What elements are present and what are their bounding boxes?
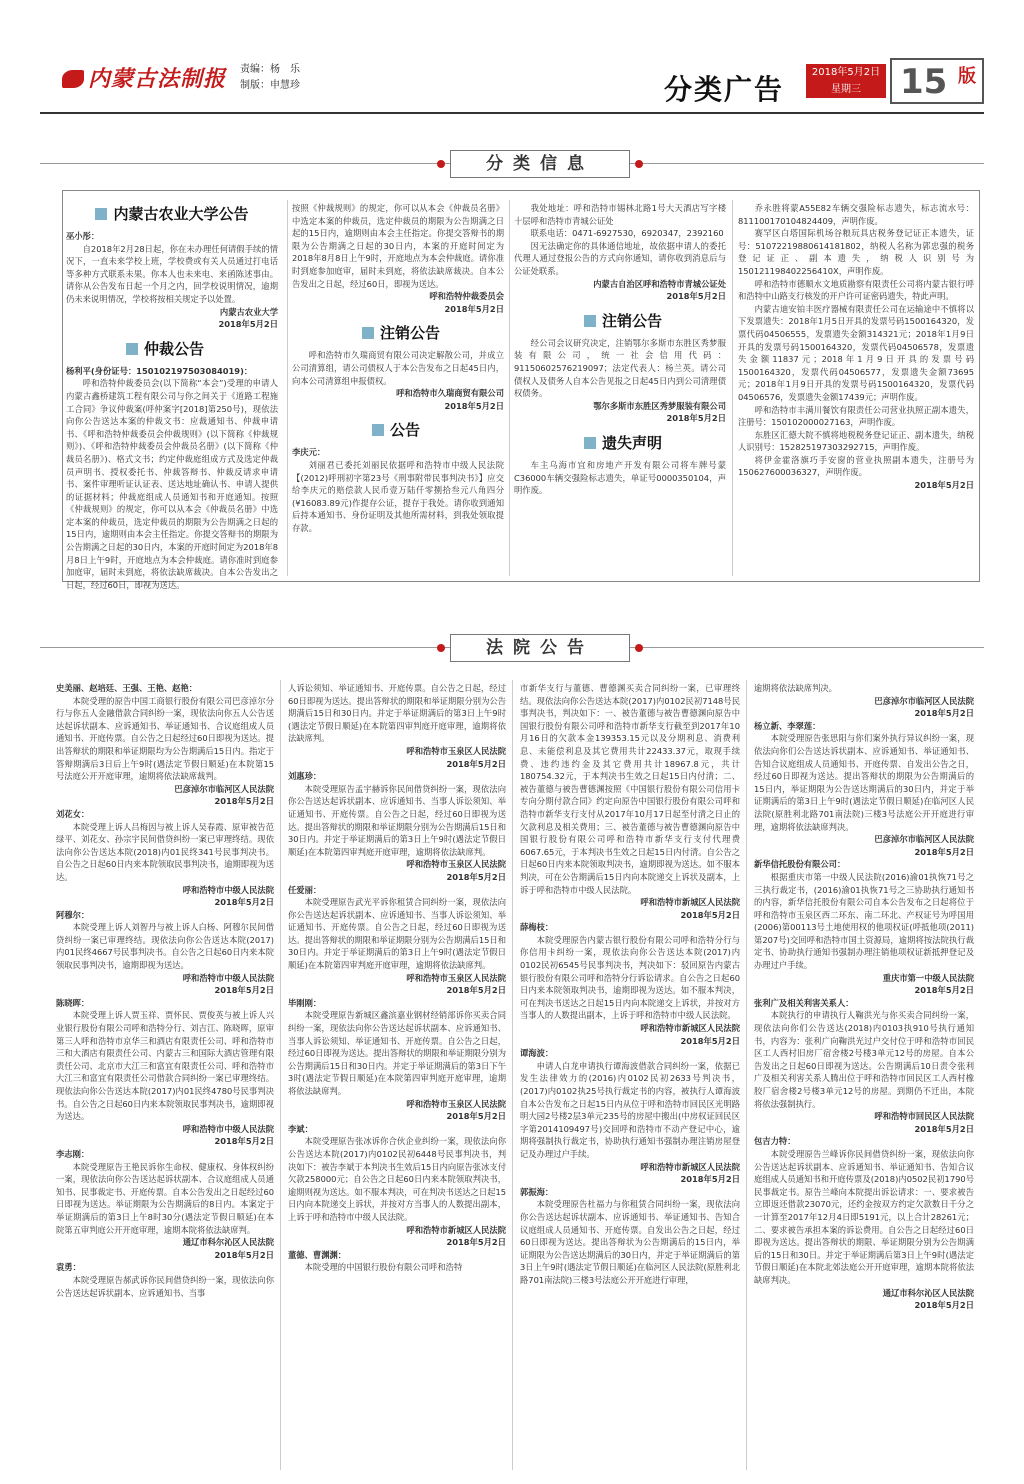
title-square-icon <box>584 437 596 449</box>
court-notice-date: 2018年5月2日 <box>214 1136 274 1147</box>
notice-date: 2018年5月2日 <box>666 413 726 424</box>
court-notice-date: 2018年5月2日 <box>446 871 506 882</box>
court-notice-date: 2018年5月2日 <box>680 909 740 920</box>
court-notice-body: 本院受理原告杜福力与你租赁合同纠纷一案，现依法向你公告送达起诉状副本、应诉通知书、举证通知书、告知合议庭组成人员通知书、开庭传票。自发出公告之日起，经过60日即视为送达。提出答辩状为公告期满后的15日内，举证期限为公告送达期满后的30日内，并定于举证期满后的第3日上午9时(遇法定节假日顺延)在临河区人民法院(原胜利北路701南法院)三楼3号法庭公开开庭进行审理， <box>520 1199 740 1285</box>
court-notice-signature: 呼和浩特市新城区人民法院 <box>406 1224 506 1235</box>
court-notice-signature: 巴彦淖尔市临河区人民法院 <box>874 695 974 706</box>
court-notice-signature: 巴彦淖尔市临河区人民法院 <box>174 783 274 794</box>
court-notice-signature: 呼和浩特市新城区人民法院 <box>640 1161 740 1172</box>
notice-title: 内蒙古农业大学公告 <box>66 202 278 226</box>
issue-date: 2018年5月2日 <box>811 67 881 78</box>
court-notice-body: 本院执行的申请执行人鞠洪光与你买卖合同纠纷一案，现依法向你们公告送达(2018)内0103执910号执行通知书，内容为：张利广向鞠洪光过户交付位于呼和浩特市回民区工人西村旧房厂宿舍楼2号楼3单元12号的房屋。自本公告发出之日起60日即视为送达。公告期满后10日责令张利广及相关利害关系人腾出位于呼和浩特市回民区工人西村橡胶厂宿舍楼2号楼3单元12号的房屋。到期仍不迁出，本院将依法强制执行。 <box>754 1010 974 1109</box>
court-notice-addressee: 刘花女： <box>56 808 90 819</box>
court-notice-date: 2018年5月2日 <box>680 1174 740 1185</box>
ads-column-2 <box>292 196 504 580</box>
notice-body: 呼和浩特仲裁委员会(以下简称“本会”)受理的申请人内蒙古鑫桥建筑工程有限公司与你之间关于《道路工程施工合同》争议仲裁案(呼仲案字[2018]第250号)，现依法向你公告送达本案的仲裁文书：应裁通知书、仲裁申请书、《呼和浩特仲裁委员会仲裁规则》(以下简称《仲裁规则》)、《呼和浩特仲裁委员会仲裁员名册》(以下简称《仲裁员名册》)、格式文书；约定仲裁庭组成方式及选定仲裁员声明书、授权委托书、仲裁答辩书、仲裁反请求申请书、案件审理听证认证表、送达地址确认书、申请人提供的证据材料；仲裁庭组成人员通知书和开庭通知。按照《仲裁规则》的规定，你可以从本会《仲裁员名册》中选定本案的仲裁员，选定仲裁员的期限为公告期满之日起的15日内，逾期则由本会主任指定。你提交答辩书的期限为公告期满之日起的30日内，本案的开庭时间定为2018年8月8日上午9时，开庭地点为本会仲裁庭。请你准时到庭参加庭审，届时未到庭，将依法缺席裁决。自本公告发出之日起，经过60日，即视为送达。 <box>66 378 278 590</box>
court-notice-signature: 通辽市科尔沁区人民法院 <box>882 1287 974 1298</box>
court-notice-signature: 呼和浩特市玉泉区人民法院 <box>406 745 506 756</box>
court-notice-addressee: 杨立新、李翠莲： <box>754 720 821 731</box>
court-notice-addressee: 史美丽、赵培廷、王强、王艳、赵艳： <box>56 683 198 693</box>
court-notice-signature: 呼和浩特市新城区人民法院 <box>640 1023 740 1034</box>
ads-section-heading: 分类信息 <box>450 150 630 178</box>
column-divider <box>280 680 281 1470</box>
court-notice-addressee: 毕刚刚： <box>288 997 322 1008</box>
page-suffix: 版 <box>958 66 976 87</box>
court-column-1 <box>56 682 274 1472</box>
header-rule <box>40 112 984 114</box>
court-notice-date: 2018年5月2日 <box>446 758 506 769</box>
title-square-icon <box>126 343 138 355</box>
notice-addressee: 李庆元： <box>292 447 326 458</box>
date-box <box>806 64 886 98</box>
court-notice-addressee: 谭海波： <box>520 1048 554 1059</box>
court-notice-body: 本院受理原告孟宇赫诉你民间借贷纠纷一案，现依法向你公告送达起诉状副本、应诉通知书、当事人诉讼须知、举证通知书、开庭传票。自公告之日起，经过60日即视为送达。提出答辩状的期限和举证期限分别为公告期满后15日和30日内。并定于举证期满后的第3日上午9时(遇法定节假日顺延)在本院第四审判庭开庭审理，逾期将依法缺席判。 <box>288 783 506 857</box>
court-notice-body: 人诉讼须知、举证通知书、开庭传票。自公告之日起，经过60日即视为送达。提出答辩状的期限和举证期限分别为公告期满后15日和30日内。并定于举证期满后的第3日上午9时(遇法定节假日顺延)在本院第四审判庭开庭审理，逾期将依法缺席判。 <box>288 683 506 744</box>
court-notice-date: 2018年5月2日 <box>446 1111 506 1122</box>
court-notice-body: 本院受理原告武光平诉你租赁合同纠纷一案，现依法向你公告送达起诉状副本、应诉通知书、当事人诉讼须知、举证通知书、开庭传票。自公告之日起，经过60日即视为送达。提出答辩状的期限和举证期限分别为公告期满后15日和30日内。并定于举证期满后的第3日上午9时(遇法定节假日顺延)在本院第四审判庭开庭审理，逾期将依法缺席判。 <box>288 897 506 971</box>
court-notice-signature: 呼和浩特市中级人民法院 <box>182 972 274 983</box>
notice-body: 刘丽君已委托刘丽民依据呼和浩特市中级人民法院【(2012)呼刑初字第23号《刑事附带民事判决书》】应交给李庆元的赔偿款人民币壹万陆仟零捌拾叁元八角四分(¥16083.89元)作提存公证，提存于我处。请你收到通知后持本通知书、身份证明及其他所需材料，到我处领取提存款。 <box>292 459 504 533</box>
court-notice-date: 2018年5月2日 <box>214 796 274 807</box>
court-notice-addressee: 薛梅枝： <box>520 922 554 933</box>
court-notice-body: 市新华支行与董德、曹德渊买卖合同纠纷一案，已审理终结。现依法向你公告送达本院(2017)内0102民初7148号民事判决书，判决如下：一、被告董德与被告曹德渊向原告中国银行股份有限公司呼和浩特市新华支行截至到2017年10月16日的欠款本金139353.15元以及分期利息、消费利息、未能偿利息及其它费用共计22433.37元，取现手续费、违约违约金及其它费用共计18967.8元，共计180754.32元，于本判决书生效之日起15日内付清；二、被告董德与被告曹德渊按照《中国银行股份有限公司信用卡专向分期付款合同》约定向原告中国银行股份有限公司呼和浩特市新华支行支付从2017年10月17日起至付清之日止的欠款利息及相关费用；三、被告董德与被告曹德渊向原告中国银行股份有限公司呼和浩特市新华支行支付代理费6067.65元，于本判决书生效之日起15日内付清。自公告之日起60日内来本院领取判决书，逾期即视为送达。如不服本判决，可在公告期满后15日内向本院递交上诉状及副本，上诉于呼和浩特市中级人民法院。 <box>520 683 740 895</box>
court-notice-body: 本院受理原告新城区鑫滨嘉业钢材经销部诉你买卖合同纠纷一案，现依法向你公告送达起诉状副本、应诉通知书、当事人诉讼须知、举证通知书、开庭传票。自公告之日起，经过60日即视为送达。提出答辩状的期限和举证期限分别为公告期满后15日和30日内。并定于举证期满后的第3日下午3时(遇法定节假日顺延)在本院第四审判庭开庭审理，逾期将依法缺席判。 <box>288 1010 506 1096</box>
court-notice-addressee: 阿穆尔： <box>56 909 90 920</box>
notice-address: 我处地址：呼和浩特市锡林北路1号大天酒店写字楼十层呼和浩特市青城公证处 <box>514 203 726 226</box>
column-divider <box>509 200 510 576</box>
page-number-box <box>890 58 984 104</box>
court-notice-signature: 巴彦淖尔市临河区人民法院 <box>874 834 974 845</box>
court-notice-date: 2018年5月2日 <box>914 846 974 857</box>
court-section-banner <box>40 630 984 666</box>
court-notice-date: 2018年5月2日 <box>214 985 274 996</box>
notice-phone: 联系电话：0471-6927530，6920347，2392160 <box>530 228 724 239</box>
column-divider <box>746 680 747 1470</box>
notice-addressee: 巫小彤： <box>66 231 100 241</box>
court-notice-body: 逾期将依法缺席判决。 <box>754 683 837 693</box>
column-divider <box>732 200 733 576</box>
court-notice-addressee: 郭振海： <box>520 1186 554 1197</box>
notice-title: 遗失声明 <box>514 431 726 455</box>
court-notice-date: 2018年5月2日 <box>914 708 974 719</box>
ads-column-3 <box>514 196 726 580</box>
court-notice-body: 申请人白龙申请执行谭海波借款合同纠纷一案，依据已发生法律效力的(2016)内0102民初2633号判决书，(2017)内0102执25号执行裁定书的内容，被执行人谭海波自本公告发布之日起15日内从位于呼和浩特市回民区光明路明大园2号楼2层3单元235号的房屋中搬出(中房权证回民区字第2014109497号)交回呼和浩特市不动产登记中心，逾期将强制执行裁定书，协助执行通知书强制办理注销房屋登记及办理过户手续。 <box>520 1060 740 1159</box>
court-notice-body: 本院受理原告王艳民诉你生命权、健康权、身体权纠纷一案，现依法向你公告送达起诉状副本、合议庭组成人员通知书、民事裁定书、开庭传票。自本公告发出之日起经过60日即视为送达。举证期限为公告期满后的8日内。本案定于举证期满后的第3日上午8时30分(遇法定节假日顺延)在本院第五审判庭公开开庭审理，逾期本院将依法缺席判。 <box>56 1161 274 1235</box>
newspaper-name: 内蒙古法制报 <box>88 66 227 92</box>
lost-notice: 将伊金霍洛旗巧手安窗的营业执照副本遗失，注册号为150627600036327，声明作废。 <box>738 454 974 478</box>
court-notice-body: 本院受理原告兰峰诉你民间借贷纠纷一案，现依法向你公告送达起诉状副本、应诉通知书、举证通知书、告知合议庭组成人员通知书和开庭传票及(2018)内0502民初1790号民事裁定书。原告兰峰向本院提出诉讼请求：一、要求被告立即返还借款23070元，还约金按双方约定欠款数日千分之一计算至2017年12月4日即5191元，以上合计28261元；二、要求被告承担本案的诉讼费用。自公告之日起经过60日即视为送达。提出答辩状的期限、举证期限分别为公告期满后的15日和30日。并定于举证期满后第3日上午9时(遇法定节假日顺延)在本院北郊法庭公开开庭审理，逾期本院将依法缺席判决。 <box>754 1148 974 1285</box>
lost-notice: 赛罕区白塔国际机场谷粮玩具店税务登记证正本遗失，证号：51072219880614181802，纳税人名称为郭忠强的税务登记证正、副本遗失，纳税人识别号为150121198402256410X，声明作废。 <box>738 228 974 276</box>
court-column-4 <box>754 682 974 1472</box>
notice-date: 2018年5月2日 <box>444 400 504 411</box>
newspaper-logo <box>62 62 226 93</box>
column-divider <box>512 680 513 1470</box>
notice-body: 因无法确定你的具体通信地址，故依据申请人的委托代理人通过登报公告的方式向你通知，请你收到消息后与公证处联系。 <box>514 240 726 276</box>
court-notice-body: 根据重庆市第一中级人民法院(2016)渝01执恢71号之三执行裁定书，(2016)渝01执恢71号之三协助执行通知书的内容，新华信托股份有限公司自本公告发布之日起将位于呼和浩特市玉泉区西二环东、南二环北、产权证号为呼国用(2006)第00113号土地使用权的他项权证(呼抵他项(2011)第207号)交回呼和浩特市国土资源局，逾期将按法院执行裁定书、协助执行通知书强制办理注销他项权证新抵押登记及办理过户手续。 <box>754 871 974 971</box>
court-notice-body: 本院受理上诉人刘智丹与被上诉人白杨、阿穆尔民间借贷纠纷一案已审理终结。现依法向你公告送达本院(2017)内01民终4667号民事判决书。自公告之日起60日内来本院领取民事判决书，逾期即视为送达。 <box>56 922 274 971</box>
ads-section-banner <box>40 146 984 182</box>
lost-notice: 呼和浩特市德顺水文地质勘察有限责任公司将内蒙古银行呼和浩特中山路支行核发的开户许可证密码遗失，特此声明。 <box>738 278 974 302</box>
court-notice-body: 本院受理的中国银行股份有限公司呼和浩特 <box>304 1262 463 1273</box>
court-notice-addressee: 李志刚： <box>56 1148 90 1159</box>
notice-title: 仲裁公告 <box>66 337 278 361</box>
court-notice-body: 本院受理的原告中国工商银行股份有限公司巴彦淖尔分行与你五人金融借款合同纠纷一案，现依法向你五人公告送达起诉状副本、应诉通知书、举证通知书、合议庭组成人员通知书、开庭传票。自公告之日起经过60日即视为送达。提出答辩状的期限和举证期限均为公告期满后15日内。指定于答辩期满后3日后上午9时(遇法定节假日顺延)在本院第15号法庭公开开庭审理，逾期将依法缺席裁判。 <box>56 695 274 782</box>
notice-body: 呼和浩特市久瑞商贸有限公司决定解散公司，并成立公司清算组，请公司债权人于本公告发布之日起45日内，向本公司清算组申报债权。 <box>292 350 504 386</box>
court-notice-body: 本院受理原告张思阳与你们案外执行异议纠纷一案，现依法向你们公告送达诉状副本、应诉通知书、举证通知书、告知合议庭组成人员通知书、开庭传票、自发出公告之日，经过60日即视为送达。提出答辩状的期限为公告期满后的15日内，举证期限为公告送达期满后的30日内，并定于举证期满后的第3日上午9时(遇法定节假日顺延)在临河区人民法院(原胜利北路701南法院)三楼3号法庭公开开庭进行审理，逾期将依法缺席判决。 <box>754 733 974 832</box>
court-notice-addressee: 新华信托股份有限公司： <box>754 859 846 870</box>
court-notice-date: 2018年5月2日 <box>914 1123 974 1134</box>
court-notice-signature: 呼和浩特市新城区人民法院 <box>640 897 740 908</box>
court-notice-addressee: 陈晓晖： <box>56 997 90 1008</box>
producer-line: 制版：申慧珍 <box>240 80 300 91</box>
notice-signature: 内蒙古自治区呼和浩特市青城公证处 <box>593 278 726 289</box>
notice-signature: 呼和浩特仲裁委员会 <box>429 291 504 302</box>
court-notice-date: 2018年5月2日 <box>914 1300 974 1311</box>
court-column-2 <box>288 682 506 1472</box>
court-notice-date: 2018年5月2日 <box>214 1249 274 1260</box>
court-notice-addressee: 张利广及相关利害关系人： <box>754 997 854 1008</box>
notice-date: 2018年5月2日 <box>914 480 974 491</box>
court-notice-body: 本院受理原告郝武诉你民间借贷纠纷一案，现依法向你公告送达起诉状副本、应诉通知书、当事 <box>56 1274 274 1298</box>
court-notice-signature: 呼和浩特市玉泉区人民法院 <box>406 859 506 870</box>
court-notice-addressee: 刘惠珍： <box>288 771 322 782</box>
notice-addressee: 杨利平(身份证号：150102197503084019)： <box>66 365 253 376</box>
court-notice-date: 2018年5月2日 <box>680 1035 740 1046</box>
notice-title: 注销公告 <box>292 321 504 345</box>
ads-column-1 <box>66 196 278 590</box>
court-notice-signature: 通辽市科尔沁区人民法院 <box>182 1237 274 1248</box>
issue-weekday: 星期三 <box>831 84 861 95</box>
lost-notice: 乔永胜将蒙A55E82车辆交强险标志遗失，标志流水号：811100170104824409，声明作废。 <box>738 203 974 226</box>
court-notice-body: 本院受理原告内蒙古银行股份有限公司呼和浩特分行与你信用卡纠纷一案，现依法向你公告送达本院(2017)内0102民初6545号民事判决书，判决如下：驳回原告内蒙古银行股份有限公司呼和浩特分行诉讼请求。自公告之日起60日内来本院领取判决书，逾期即视为送达。如不服本判决，可在判决书送达之日起15日内向本院递交上诉状，并按对方当事人的人数提出副本，上诉于呼和浩特市中级人民法院。 <box>520 934 740 1021</box>
notice-body: 自2018年2月28日起，你在未办理任何请假手续的情况下，一直未来学校上班，学校费或有关人员通过打电话等多种方式联系未果。你本人也未来电、来函陈述事由。请你从公告发布日起一个月之内，回学校说明情况，逾期仍未来说明情况，学校将按相关规定予以处置。 <box>66 243 278 304</box>
court-notice-date: 2018年5月2日 <box>914 985 974 996</box>
court-notice-body: 本院受理上诉人吕梅因与被上诉人吴春霞、原审被告范绿平、刘花女、孙宗宇民间借贷纠纷一案已审理终结。现依法向你公告送达本院(2018)内01民终341号民事判决书。自公告之日起60日内来本院领取民事判决书，逾期即视为送达。 <box>56 821 274 882</box>
title-square-icon <box>95 208 107 220</box>
lost-notice: 内蒙古迪安铂丰医疗器械有限责任公司在运输途中不慎将以下发票遗失：2018年1月5日开具的发票号码1500164320，发票代码04506555，发票遗失金额314321元；2018年1月9日开具的发票号码1500164320，发票代码04506578，发票遗失金额11837元；2018年1月9日开具的发票号码1500164320，发票代码04506577，发票遗失金额73695元；2018年1月9日开具的发票号码1500164320，发票代码04506576，发票遗失金额17439元；声明作废。 <box>738 303 974 402</box>
court-notice-date: 2018年5月2日 <box>446 1237 506 1248</box>
court-notice-addressee: 袁勇： <box>56 1262 81 1273</box>
lost-notice: 东胜区汇德大院不慎将地税税务登记证正、副本遗失，纳税人识别号：152825197303292715，声明作废。 <box>738 429 974 453</box>
court-notice-addressee: 包吉力特： <box>754 1136 796 1147</box>
notice-date: 2018年5月2日 <box>444 303 504 314</box>
court-notice-date: 2018年5月2日 <box>214 897 274 908</box>
title-square-icon <box>372 424 384 436</box>
court-column-3 <box>520 682 740 1472</box>
notice-signature: 内蒙古农业大学 <box>219 306 278 317</box>
notice-body-continued: 按照《仲裁规则》的规定，你可以从本会《仲裁员名册》中选定本案的仲裁员，选定仲裁员的期限为公告期满之日起的15日内，逾期则由本会主任指定。你提交答辩书的期限为公告期满之日起的30日内，本案的开庭时间定为2018年8月8日上午9时，开庭地点为本会仲裁庭。请你准时到庭参加庭审，届时未到庭，将依法缺席裁决。自本公告发出之日起，经过60日，即视为送达。 <box>292 203 504 289</box>
lost-notice: 呼和浩特市丰满川餐饮有限责任公司营业执照正副本遗失，注册号：150102000027163，声明作废。 <box>738 404 974 428</box>
page-header <box>40 56 984 110</box>
notice-body: 车主乌海市宜和房地产开发有限公司将车牌号蒙C36000车辆交强险标志遗失，单证号0000350104，声明作废。 <box>514 459 726 496</box>
court-section-heading: 法院公告 <box>450 634 630 662</box>
section-title: 分类广告 <box>664 73 785 106</box>
court-notice-signature: 呼和浩特市中级人民法院 <box>182 884 274 895</box>
editor-credits <box>240 62 300 94</box>
court-notice-signature: 呼和浩特市玉泉区人民法院 <box>406 972 506 983</box>
court-notice-date: 2018年5月2日 <box>446 985 506 996</box>
notice-title: 公告 <box>292 418 504 442</box>
court-notice-addressee: 李斌： <box>288 1123 313 1134</box>
editor-line: 责编：杨 乐 <box>240 64 300 75</box>
notice-date: 2018年5月2日 <box>218 319 278 330</box>
court-notice-body: 本院受理原告张冰诉你合伙企业纠纷一案，现依法向你公告送达本院(2017)内0102民初6448号民事判决书，判决如下：被告李斌于本判决书生效后15日内向原告张冰支付欠款258000元；自公告之日起60日内来本院领取判决书，逾期则视为送达。如不服本判决，可在判决书送达之日起15日内向本院递交上诉状，并按对方当事人的人数提出副本，上诉于呼和浩特市中级人民法院。 <box>288 1136 506 1222</box>
court-notice-body: 本院受理上诉人贾玉祥、贾怀民、贾俊英与被上诉人兴业银行股份有限公司呼和浩特分行、刘吉江、陈晓晖，原审第三人呼和浩特市京华三和酒店有限责任公司、呼和浩特市三和大酒店有限责任公司、内蒙古三和国际大酒店管理有限责任公司、北京市大江三和富宜有限责任公司、呼和浩特市大江三和富宜有限责任公司借款合同纠纷一案已审理终结。现依法向你公告送达本院(2017)内01民终4780号民事判决书。自公告之日起60日内来本院领取民事判决书，逾期即视为送达。 <box>56 1010 274 1122</box>
page-number: 15 <box>900 62 948 102</box>
court-notice-signature: 呼和浩特市中级人民法院 <box>182 1123 274 1134</box>
title-square-icon <box>362 327 374 339</box>
title-square-icon <box>584 315 596 327</box>
notice-title: 注销公告 <box>514 309 726 333</box>
notice-date: 2018年5月2日 <box>666 291 726 302</box>
column-divider <box>287 200 288 576</box>
logo-icon <box>62 70 84 88</box>
court-notice-signature: 重庆市第一中级人民法院 <box>882 972 974 983</box>
notice-signature: 鄂尔多斯市东胜区秀梦服装有限公司 <box>593 400 726 411</box>
notice-signature: 呼和浩特市久瑞商贸有限公司 <box>396 388 504 399</box>
court-notice-addressee: 董德、曹渊渊： <box>288 1249 347 1260</box>
notice-body: 经公司会议研究决定，注销鄂尔多斯市东胜区秀梦服装有限公司，统一社会信用代码：91150602576219097；法定代表人：杨兰英。请公司债权人及债务人自本公告见报之日起45日内到公司清理债权债务。 <box>514 337 726 399</box>
court-notice-signature: 呼和浩特市回民区人民法院 <box>874 1111 974 1122</box>
court-notice-signature: 呼和浩特市玉泉区人民法院 <box>406 1098 506 1109</box>
court-notice-addressee: 任爱丽： <box>288 884 322 895</box>
ads-column-4 <box>738 196 974 580</box>
